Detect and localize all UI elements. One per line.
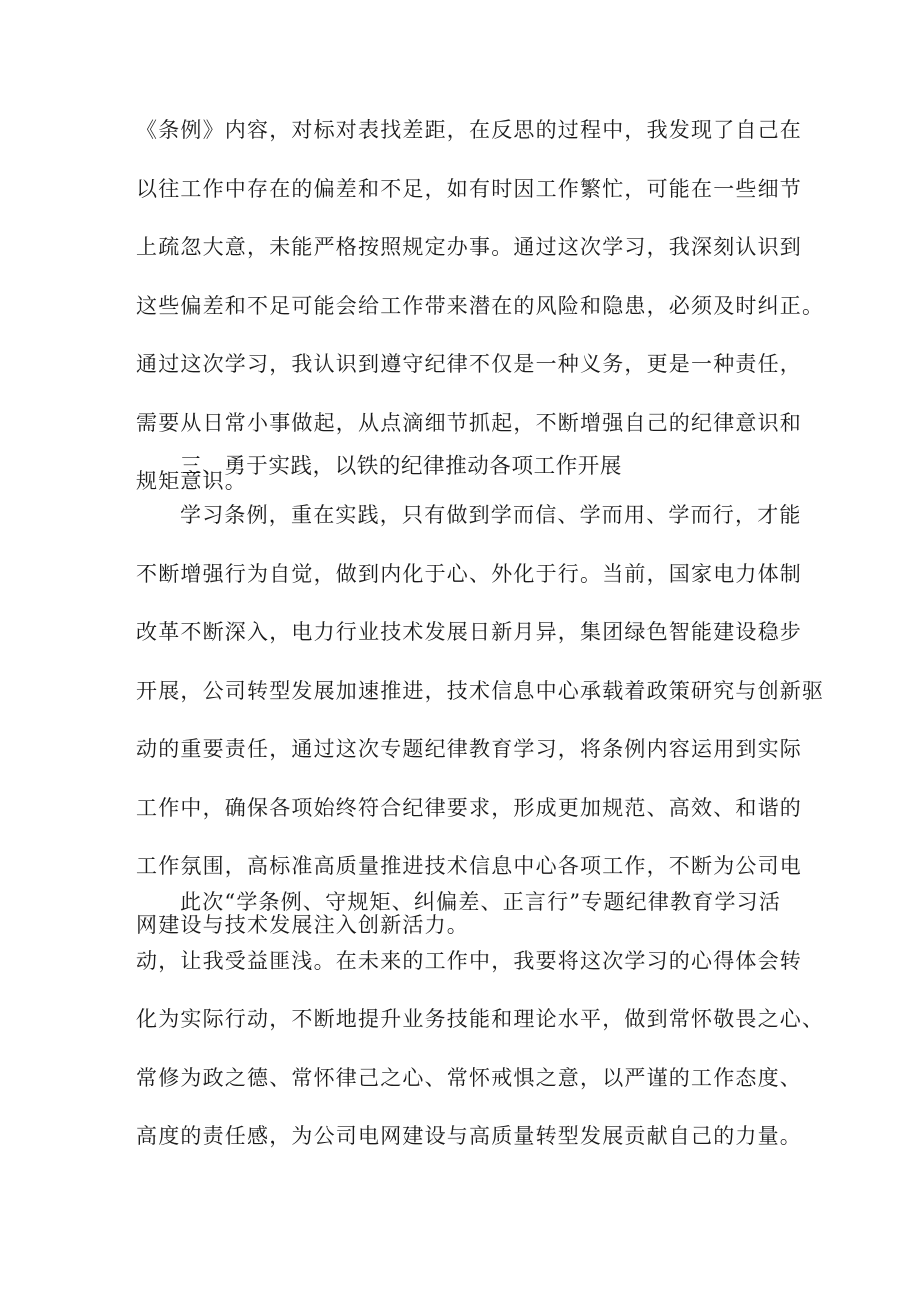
text-line: 动的重要责任，通过这次专题纪律教育学习，将条例内容运用到实际 [136, 737, 802, 761]
text-line: 不断增强行为自觉，做到内化于心、外化于行。当前，国家电力体制 [136, 561, 802, 586]
text-line: 以往工作中存在的偏差和不足，如有时因工作繁忙，可能在一些细节 [136, 176, 802, 201]
text-line: 学习条例，重在实践，只有做到学而信、学而用、学而行，才能 [180, 503, 802, 527]
text-line: 通过这次学习，我认识到遵守纪律不仅是一种义务，更是一种责任， [136, 352, 802, 376]
text-line: 规矩意识。 [136, 469, 247, 493]
text-line: 改革不断深入，电力行业技术发展日新月异，集团绿色智能建设稳步 [136, 620, 802, 644]
text-line: 上疏忽大意，未能严格按照规定办事。通过这次学习，我深刻认识到 [136, 235, 802, 259]
text-line: 工作中，确保各项始终符合纪律要求，形成更加规范、高效、和谐的 [136, 795, 802, 820]
text-line: 高度的责任感，为公司电网建设与高质量转型发展贡献自己的力量。 [136, 1124, 802, 1148]
text-line: 网建设与技术发展注入创新活力。 [136, 912, 469, 937]
text-line: 工作氛围，高标准高质量推进技术信息中心各项工作，不断为公司电 [136, 854, 802, 878]
text-line: 这些偏差和不足可能会给工作带来潜在的风险和隐患，必须及时纠正。 [136, 293, 825, 318]
text-line: 化为实际行动，不断地提升业务技能和理论水平，做到常怀敬畏之心、 [136, 1007, 825, 1031]
text-line: 常修为政之德、常怀律己之心、常怀戒惧之意，以严谨的工作态度、 [136, 1065, 802, 1090]
section-heading-text: 三、勇于实践，以铁的纪律推动各项工作开展 [180, 454, 623, 479]
text-line: 《条例》内容，对标对表找差距，在反思的过程中，我发现了自己在 [136, 118, 802, 142]
text-line: 此次“学条例、守规矩、纠偏差、正言行”专题纪律教育学习活 [180, 890, 782, 914]
text-line: 动，让我受益匪浅。在未来的工作中，我要将这次学习的心得体会转 [136, 948, 802, 973]
text-line: 开展，公司转型发展加速推进，技术信息中心承载着政策研究与创新驱 [136, 678, 825, 703]
paragraph-conclusion [136, 873, 825, 1166]
text-line: 需要从日常小事做起，从点滴细节抓起，不断增强自己的纪律意识和 [136, 410, 802, 435]
